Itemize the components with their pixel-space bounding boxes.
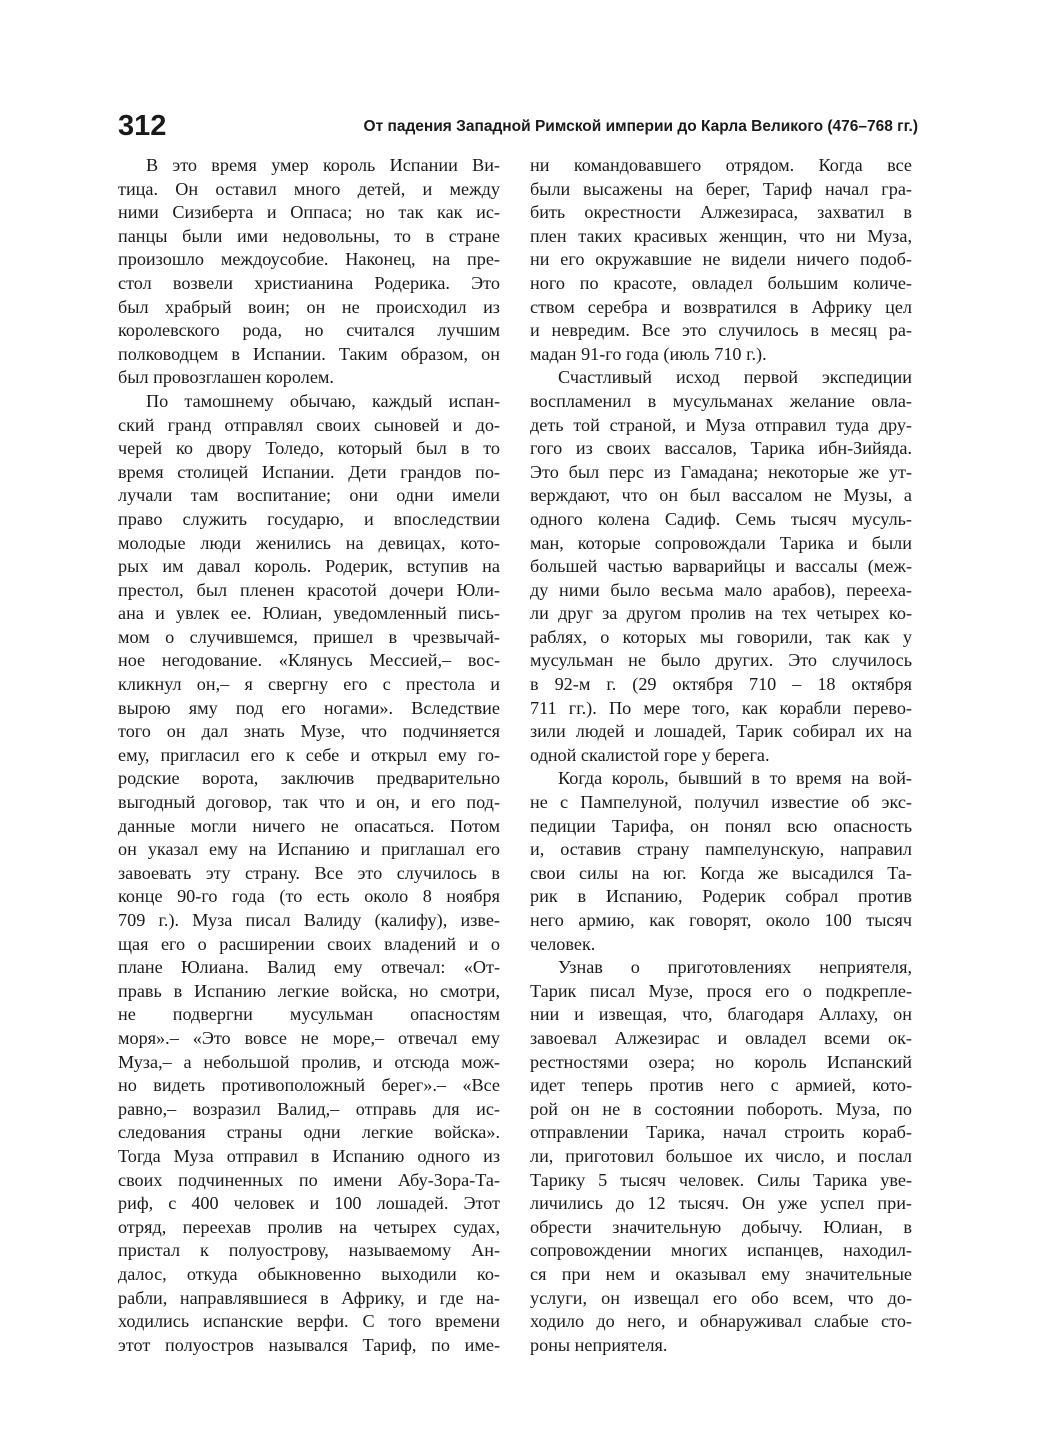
text-line: ана и увлек ее. Юлиан, уведомленный пись- [118,603,500,624]
text-line: роны неприятеля. [530,1334,668,1355]
text-line: далос, откуда обыкновенно выходили ко- [118,1263,500,1284]
text-line: сопровождении многих испанцев, находил- [530,1240,912,1261]
text-line: Муза,– а небольшой пролив, и отсюда мож- [118,1051,500,1072]
text-line: Когда король, бывший в то время на вой- [558,768,912,789]
text-line: тица. Он оставил много детей, и между [118,178,500,199]
text-line: не подвергни мусульман опасностям [118,1004,500,1025]
running-title: От падения Западной Римской империи до Карла Великого (476–768 гг.) [363,118,918,135]
text-line: и, оставив страну пампелунскую, направил [530,839,912,860]
text-line: рестностями озера; но король Испанский [530,1051,912,1072]
text-line: престол, был пленен красотой дочери Юли- [118,579,500,600]
text-line: плен таких красивых женщин, что ни Муза, [530,225,912,246]
text-line: данные могли ничего не опасаться. Потом [118,815,500,836]
text-column-left [118,154,500,1357]
text-line: ходило до него, и обнаруживал слабые сто- [530,1311,912,1332]
text-line: рабли, направлявшиеся в Африку, и где на- [118,1287,500,1308]
text-line: выгодный договор, так что и он, и его под- [118,792,500,813]
text-line: большей частью варварийцы и вассалы (меж- [530,556,912,577]
text-line: ду ними было весьма мало арабов), перееха- [530,579,912,600]
text-line: были высажены на берег, Тариф начал гра- [530,178,912,199]
text-line: равно,– возразил Валид,– отправь для ис- [118,1098,500,1119]
text-line: одного колена Садиф. Семь тысяч мусуль- [530,508,912,529]
text-line: произошло междоусобие. Наконец, на пре- [118,249,500,270]
text-line: ное негодование. «Клянусь Мессией,– вос- [118,650,500,671]
text-line: полководцем в Испании. Таким образом, он [118,343,500,364]
text-line: конце 90-го года (то есть около 8 ноября [118,886,500,907]
text-line: Тарик писал Музе, прося его о подкрепле- [530,980,912,1001]
text-line: моря».– «Это вовсе не море,– отвечал ему [118,1027,500,1048]
text-line: верждают, что он был вассалом не Музы, а [530,485,912,506]
text-line: идет теперь против него с армией, кото- [530,1075,912,1096]
text-line: следования страны одни легкие войска». [118,1122,500,1143]
page-header [118,108,918,148]
text-line: и невредим. Все это случилось в месяц ра- [530,320,912,341]
text-line: человек. [530,933,596,954]
text-line: Тогда Муза отправил в Испанию одного из [118,1145,500,1166]
text-line: вырою яму под его ногами». Вследствие [118,697,500,718]
text-line: ни его окружавшие не видели ничего подоб- [530,249,912,270]
text-line: завоевал Алжезирас и овладел всеми ок- [530,1027,912,1048]
text-column-right [530,154,912,1357]
text-line: свои силы на юг. Когда же высадился Та- [530,862,912,883]
text-line: ли друг за другом пролив на тех четырех ко- [530,603,912,624]
text-line: но видеть противоположный берег».– «Все [118,1075,500,1096]
text-line: ман, которые сопровождали Тарика и были [530,532,912,553]
text-line: правь в Испанию легкие войска, но смотри, [118,980,500,1001]
text-line: был провозглашен королем. [118,367,334,388]
text-line: личились до 12 тысяч. Он уже успел при- [530,1193,912,1214]
text-line: мусульман не было других. Это случилось [530,650,912,671]
text-line: завоевать эту страну. Все это случилось в [118,862,500,883]
text-line: ся при нем и оказывал ему значительные [530,1263,912,1284]
text-line: зили людей и лошадей, Тарик собирал их на [530,721,912,742]
text-line: В это время умер король Испании Ви- [146,155,500,175]
text-line: отправлении Тарика, начал строить кораб- [530,1122,912,1143]
text-line: кликнул он,– я свергну его с престола и [118,674,500,695]
text-line: Это был перс из Гамадана; некоторые же ут- [530,461,912,482]
text-line: время столицей Испании. Дети грандов по- [118,461,500,482]
text-line: рик в Испанию, Родерик собрал против [530,886,912,907]
text-line: По тамошнему обычаю, каждый испан- [146,390,500,411]
text-line: этот полуостров назывался Тариф, по име- [118,1334,500,1355]
text-line: ский гранд отправлял своих сыновей и до- [118,414,500,435]
text-line: воспламенил в мусульманах желание овла- [530,390,912,411]
text-line: панцы были ими недовольны, то в стране [118,225,500,246]
text-line: того он дал знать Музе, что подчиняется [118,721,500,742]
text-line: Тарику 5 тысяч человек. Силы Тарика уве- [530,1169,912,1190]
text-line: рой он не в состоянии побороть. Муза, по [530,1098,912,1119]
text-line: плане Юлиана. Валид ему отвечал: «От- [118,957,500,978]
text-line: ходились испанские верфи. С того времени [118,1311,500,1332]
text-line: ли, приготовил большое их число, и послал [530,1145,912,1166]
text-line: гого из своих вассалов, Тарика ибн-Зийяда. [530,438,912,459]
text-line: ного по красоте, овладел большим количе- [530,272,912,293]
text-line: него армию, как говорят, около 100 тысяч [530,910,912,930]
text-line: право служить государю, и впоследствии [118,508,500,529]
text-line: Счастливый исход первой экспедиции [558,367,912,388]
text-line: лучали там воспитание; они одни имели [118,485,500,506]
text-line: ними Сизиберта и Оппаса; но так как ис- [118,202,500,223]
text-line: риф, с 400 человек и 100 лошадей. Этот [118,1193,500,1214]
text-line: мадан 91-го года (июль 710 г.). [530,343,767,364]
text-line: ством серебра и возвратился в Африку цел [530,296,912,317]
text-line: пристал к полуострову, называемому Ан- [118,1240,500,1261]
text-line: стол возвели христианина Родерика. Это [118,272,500,293]
text-line: черей ко двору Толедо, который был в то [118,438,500,459]
text-line: одной скалистой горе у берега. [530,744,770,765]
text-line: королевского рода, но считался лучшим [118,320,500,341]
text-line: ему, пригласил его к себе и открыл ему го- [118,744,500,765]
text-line: молодые люди женились на девицах, кото- [118,532,500,553]
text-line: своих подчиненных по имени Абу-Зора-Та- [118,1169,500,1190]
text-line: Узнав о приготовлениях неприятеля, [558,957,912,978]
text-line: раблях, о которых мы говорили, так как у [530,626,912,647]
text-line: был храбрый воин; он не происходил из [118,296,500,317]
text-line: щая его о расширении своих владений и о [118,933,500,954]
text-line: в 92-м г. (29 октября 710 – 18 октября [530,674,912,695]
text-line: обрести значительную добычу. Юлиан, в [530,1216,912,1237]
text-line: отряд, переехав пролив на четырех судах, [118,1216,500,1237]
page-number: 312 [118,110,167,142]
text-line: рых им давал король. Родерик, вступив на [118,556,500,577]
text-line: нии и извещая, что, благодаря Аллаху, он [530,1004,912,1025]
text-line: ни командовавшего отрядом. Когда все [530,155,912,175]
text-line: педиции Тарифа, он понял всю опасность [530,815,912,836]
text-line: 711 гг.). По мере того, как корабли перево- [530,697,912,718]
text-line: 709 г.). Муза писал Валиду (калифу), изве- [118,910,500,930]
text-line: не с Пампелуной, получил известие об экс- [530,792,912,813]
text-line: услуги, он извещал его обо всем, что до- [530,1287,912,1308]
text-line: мом о случившемся, пришел в чрезвычай- [118,626,500,647]
text-line: он указал ему на Испанию и приглашал его [118,839,500,860]
text-line: деть той страной, и Муза отправил туда дру- [530,414,912,435]
text-line: родские ворота, заключив предварительно [118,768,500,789]
text-line: бить окрестности Алжезираса, захватил в [530,202,912,223]
